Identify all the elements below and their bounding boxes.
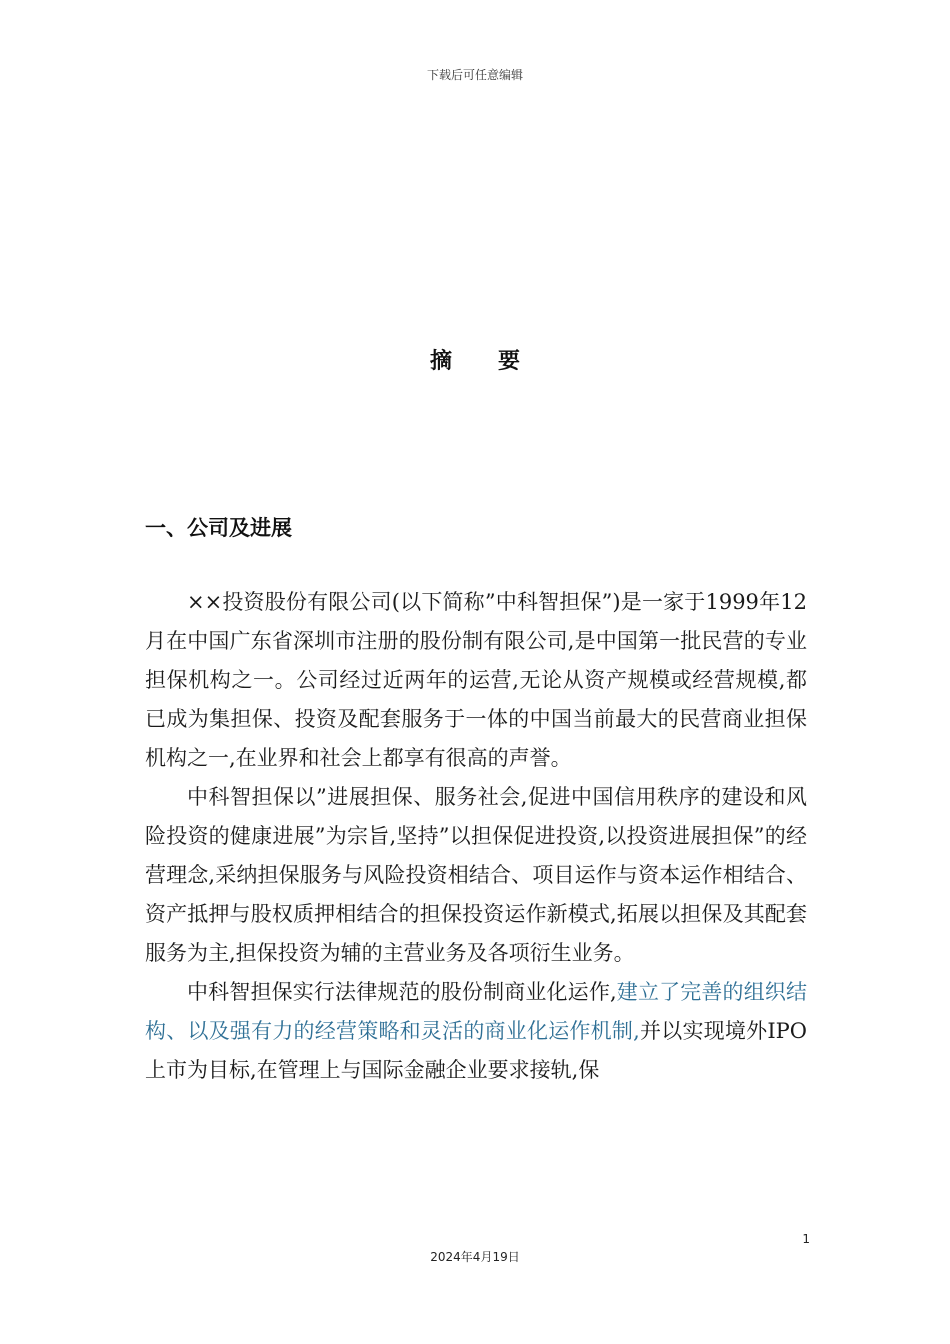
section-heading: 一、公司及进展 xyxy=(145,516,292,540)
paragraph-3 xyxy=(145,973,807,1090)
paragraph-3-start: 中科智担保实行法律规范的股份制商业化运作, xyxy=(187,980,617,1004)
paragraph-1: ××投资股份有限公司(以下简称”中科智担保”)是一家于1999年12月在中国广东省深圳市注册的股份制有限公司,是中国第一批民营的专业担保机构之一。公司经过近两年的运营,无论从资产规模或经营规模,都已成为集担保、投资及配套服务于一体的中国当前最大的民营商业担保机构之一,在业界和社会上都享有很高的声誉。 xyxy=(145,590,807,770)
document-title: 摘要 xyxy=(429,349,566,374)
footer-date: 2024年4月19日 xyxy=(430,1250,520,1264)
paragraph-2: 中科智担保以”进展担保、服务社会,促进中国信用秩序的建设和风险投资的健康进展”为宗旨,坚持”以担保促进投资,以投资进展担保”的经营理念,采纳担保服务与风险投资相结合、项目运作与资本运作相结合、资产抵押与股权质押相结合的担保投资运作新模式,拓展以担保及其配套服务为主,担保投资为辅的主营业务及各项衍生业务。 xyxy=(145,785,807,965)
header-note: 下载后可任意编辑 xyxy=(426,68,523,82)
page-number: 1 xyxy=(802,1232,810,1246)
highlighted-text: 建立了完善的组织结构、以及强有力的经营策略和灵活的商业化运作机制, xyxy=(145,980,807,1043)
body-text xyxy=(145,583,807,1090)
paragraph-3-end: 并以实现境外IPO上市为目标,在管理上与国际金融企业要求接轨,保 xyxy=(145,1019,807,1082)
